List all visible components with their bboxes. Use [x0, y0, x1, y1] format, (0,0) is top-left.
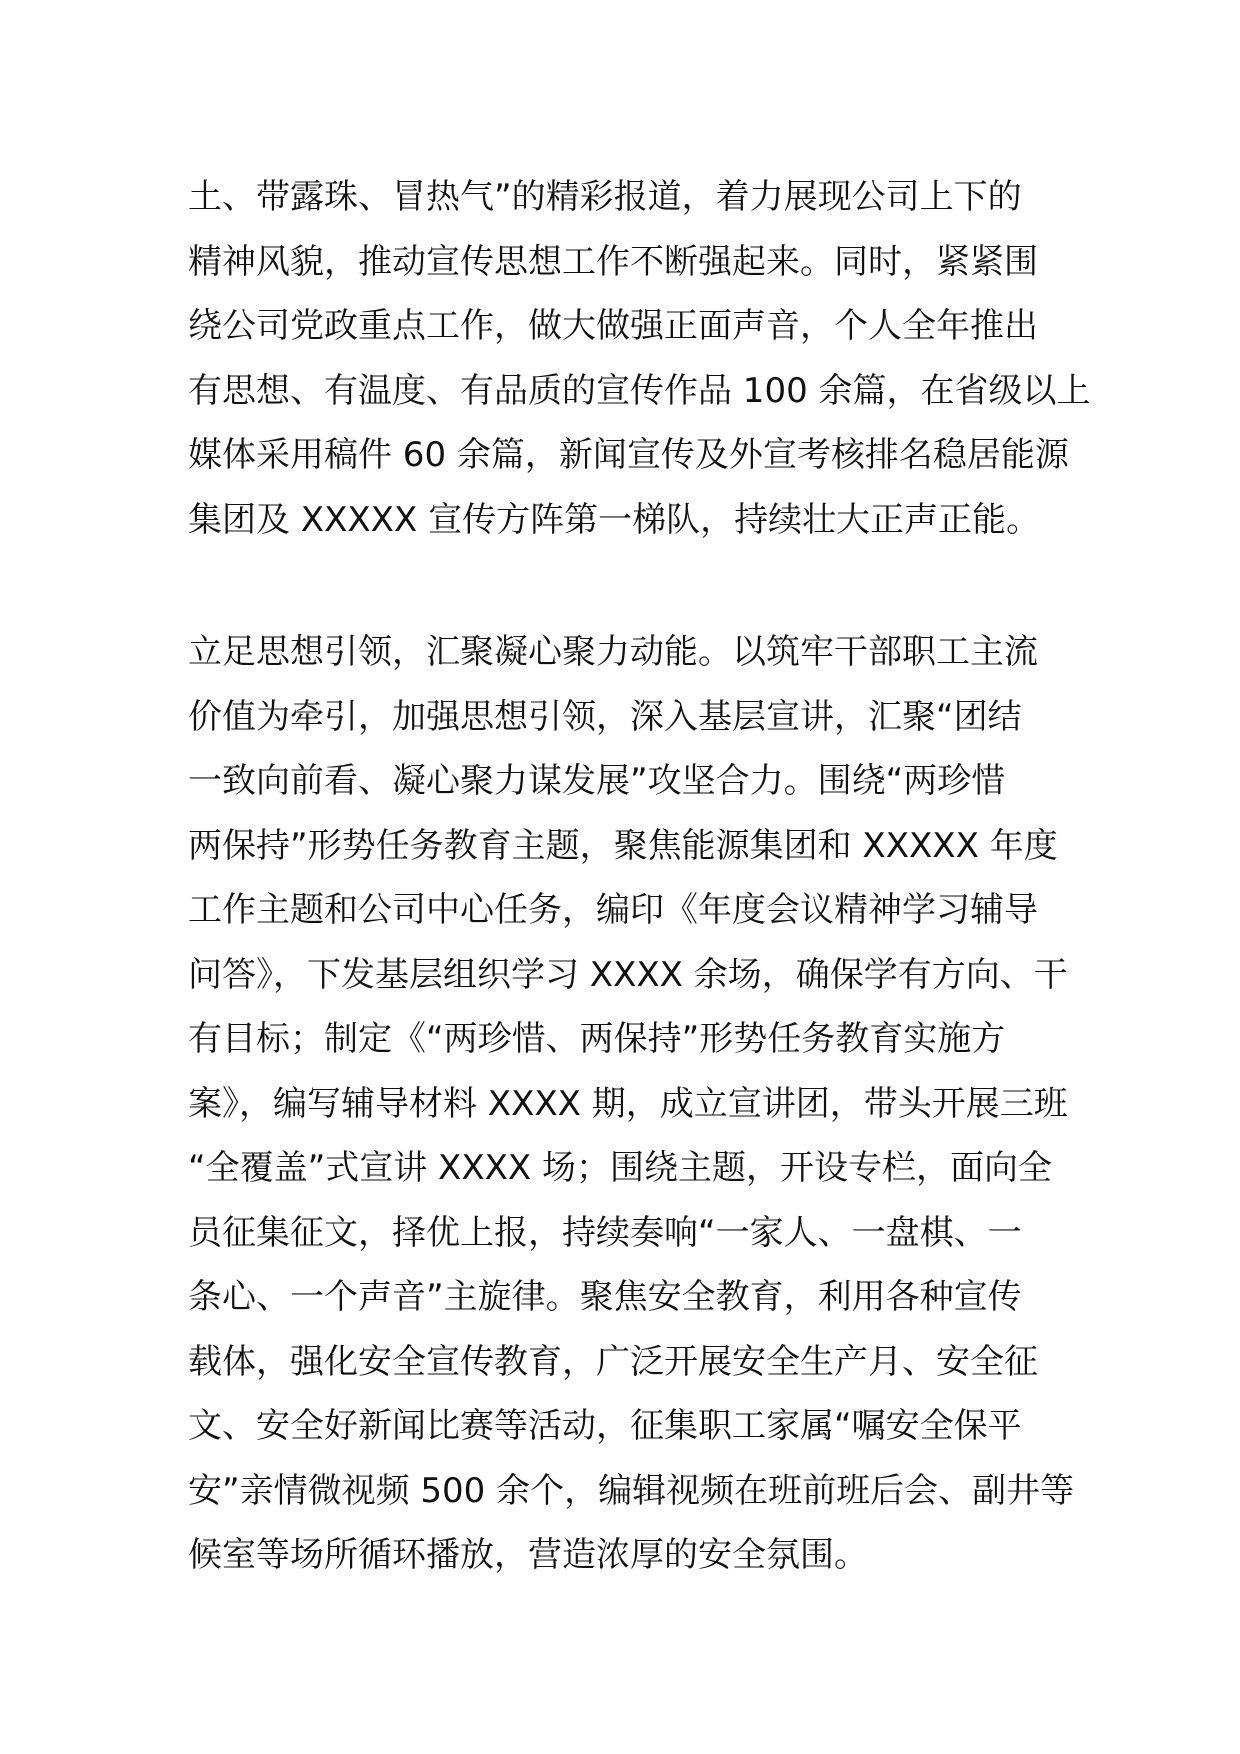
- paragraph-ideological-guidance: [188, 620, 1075, 1588]
- text-line: 安”亲情微视频 500 余个，编辑视频在班前班后会、副井等: [188, 1470, 1075, 1511]
- text-line: 一致向前看、凝心聚力谋发展”攻坚合力。围绕“两珍惜: [188, 761, 1006, 801]
- text-line: 绕公司党政重点工作，做大做强正面声音，个人全年推出: [188, 306, 1038, 346]
- text-line: 有目标；制定《“两珍惜、两保持”形势任务教育实施方: [188, 1019, 1006, 1059]
- text-line: 价值为牵引，加强思想引领，深入基层宣讲，汇聚“团结: [188, 696, 1022, 737]
- text-line: 案》，编写辅导材料 XXXX 期，成立宣讲团，带头开展三班: [188, 1083, 1068, 1124]
- text-line: 集团及 XXXXX 宣传方阵第一梯队，持续壮大正声正能。: [188, 499, 1041, 540]
- paragraph-publicity-results: [188, 165, 1091, 552]
- text-line: 土、带露珠、冒热气”的精彩报道，着力展现公司上下的: [188, 177, 1022, 217]
- text-line: “全覆盖”式宣讲 XXXX 场；围绕主题，开设专栏，面向全: [188, 1148, 1053, 1188]
- text-line: 工作主题和公司中心任务，编印《年度会议精神学习辅导: [188, 890, 1038, 930]
- text-line: 载体，强化安全宣传教育，广泛开展安全生产月、安全征: [188, 1341, 1038, 1382]
- text-line: 有思想、有温度、有品质的宣传作品 100 余篇，在省级以上: [188, 370, 1091, 411]
- text-line: 文、安全好新闻比赛等活动，征集职工家属“嘱安全保平: [188, 1406, 1022, 1446]
- text-line: 精神风貌，推动宣传思想工作不断强起来。同时，紧紧围: [188, 241, 1038, 282]
- text-line: 条心、一个声音”主旋律。聚焦安全教育，利用各种宣传: [188, 1277, 1022, 1317]
- text-line: 员征集征文，择优上报，持续奏响“一家人、一盘棋、一: [188, 1212, 1022, 1253]
- text-line: 问答》，下发基层组织学习 XXXX 余场，确保学有方向、干: [188, 954, 1068, 995]
- text-line: 立足思想引领，汇聚凝心聚力动能。以筑牢干部职工主流: [188, 632, 1038, 672]
- text-line: 两保持”形势任务教育主题，聚焦能源集团和 XXXXX 年度: [188, 825, 1058, 866]
- text-line: 媒体采用稿件 60 余篇，新闻宣传及外宣考核排名稳居能源: [188, 435, 1069, 475]
- text-line: 候室等场所循环播放，营造浓厚的安全氛围。: [188, 1535, 868, 1575]
